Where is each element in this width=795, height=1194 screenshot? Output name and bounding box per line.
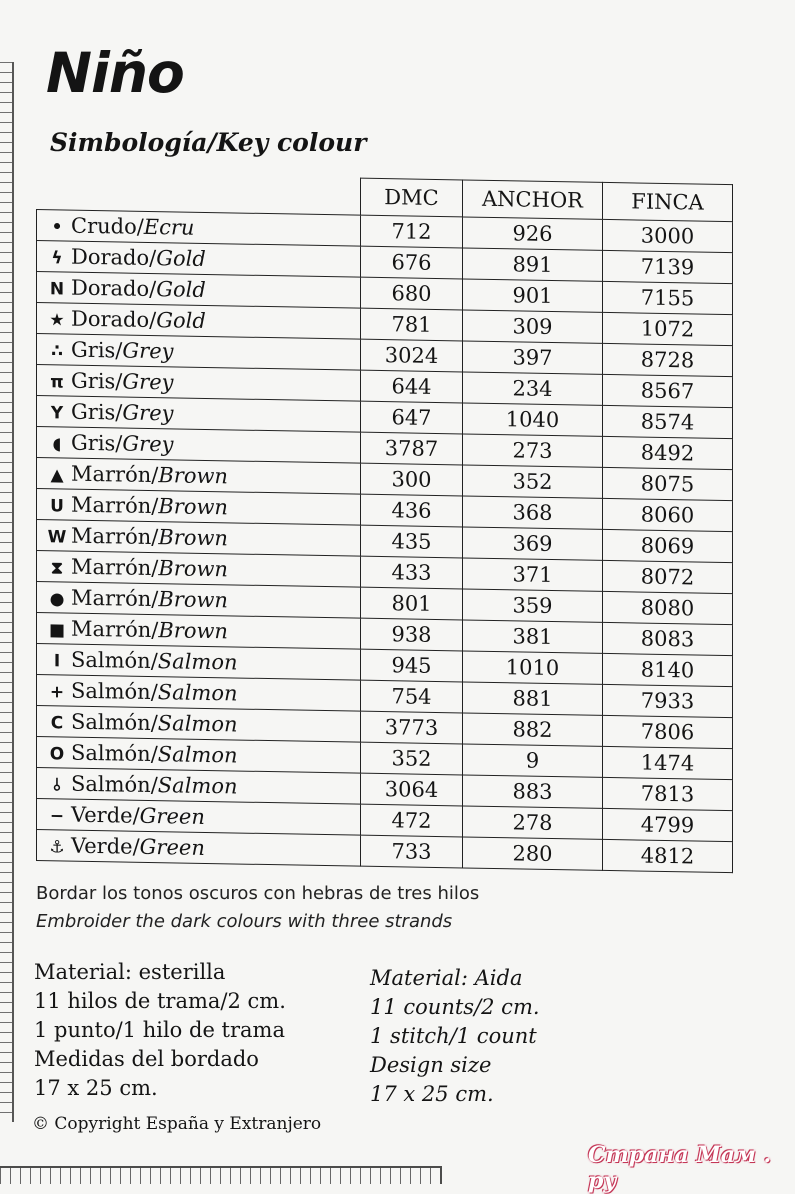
colour-name-en: Grey: [122, 338, 174, 364]
anchor-code: 309: [463, 310, 603, 343]
colour-name-en: Gold: [156, 277, 206, 302]
dmc-code: 644: [361, 370, 463, 403]
dmc-code: 3024: [361, 339, 463, 372]
colour-name-en: Green: [139, 803, 205, 829]
anchor-code: 883: [463, 775, 603, 808]
colour-name-en: Grey: [122, 431, 174, 457]
anchor-code: 882: [463, 713, 603, 746]
finca-code: 8567: [603, 374, 733, 407]
finca-code: 1474: [603, 746, 733, 779]
colour-name-en: Brown: [158, 463, 228, 489]
colour-name-cell: [37, 830, 361, 867]
anchor-code: 881: [463, 682, 603, 715]
anchor-code: 352: [463, 465, 603, 498]
colour-name-en: Brown: [158, 618, 228, 644]
finca-code: 8080: [603, 591, 733, 624]
dmc-code: 801: [361, 587, 463, 620]
colour-name-es: Salmón/: [71, 647, 158, 674]
column-header-dmc: DMC: [361, 178, 463, 217]
letter-n-icon: N: [49, 279, 65, 300]
y-shape-icon: Y: [50, 403, 64, 424]
anchor-code: 381: [463, 620, 603, 653]
anchor-code: 9: [463, 744, 603, 777]
colour-name-es: Salmón/: [71, 740, 158, 767]
anchor-code: 1040: [463, 403, 603, 436]
material-info-en: [370, 964, 670, 1109]
chart-grid-fragment-left: [0, 62, 14, 1122]
filled-square-icon: ■: [48, 620, 66, 641]
finca-code: 8069: [603, 529, 733, 562]
filled-circle-icon: ●: [49, 589, 65, 610]
colour-name-en: Salmon: [157, 680, 238, 706]
finca-code: 3000: [603, 219, 733, 252]
table-body: [37, 210, 733, 873]
letter-c-icon: C: [50, 713, 64, 734]
colour-name-en: Salmon: [157, 711, 238, 737]
anchor-code: 901: [463, 279, 603, 312]
half-moon-icon: ◖: [52, 434, 62, 455]
circle-icon: O: [49, 744, 65, 765]
colour-name-es: Dorado/: [71, 306, 157, 333]
minus-icon: −: [49, 806, 65, 827]
colour-name-es: Dorado/: [71, 244, 157, 271]
column-header-finca: FINCA: [603, 182, 733, 221]
finca-code: 4799: [603, 808, 733, 841]
material-line: 11 counts/2 cm.: [370, 995, 540, 1019]
finca-code: 7155: [603, 281, 733, 314]
dmc-code: 433: [361, 556, 463, 589]
dmc-code: 676: [361, 246, 463, 279]
colour-name-es: Marrón/: [71, 554, 159, 581]
material-line: Material: esterilla: [34, 960, 226, 984]
colour-name-es: Marrón/: [71, 523, 159, 550]
colour-name-es: Dorado/: [71, 275, 157, 302]
finca-code: 7813: [603, 777, 733, 810]
dot-icon: •: [51, 217, 63, 238]
finca-code: 8060: [603, 498, 733, 531]
colour-name-es: Marrón/: [71, 492, 159, 519]
colour-name-en: Ecru: [143, 214, 195, 240]
dmc-code: 647: [361, 401, 463, 434]
dmc-code: 938: [361, 618, 463, 651]
page-title: Niño: [46, 41, 184, 105]
colour-name-es: Verde/: [71, 802, 140, 828]
anchor-code: 359: [463, 589, 603, 622]
dmc-code: 712: [361, 215, 463, 248]
finca-code: 8072: [603, 560, 733, 593]
material-info-es: [34, 958, 354, 1103]
colour-name-en: Brown: [158, 587, 228, 613]
anchor-code: 234: [463, 372, 603, 405]
dmc-code: 3773: [361, 711, 463, 744]
strand-note-es: Bordar los tonos oscuros con hebras de tres hilos: [36, 883, 480, 904]
colour-name-es: Crudo/: [71, 213, 144, 239]
material-line: 1 punto/1 hilo de trama: [34, 1018, 285, 1042]
finca-code: 8140: [603, 653, 733, 686]
plus-icon: +: [49, 682, 65, 703]
colour-name-es: Salmón/: [71, 771, 158, 798]
site-watermark: Страна Мам . ру: [588, 1142, 772, 1194]
anchor-code: 278: [463, 806, 603, 839]
colour-name-es: Marrón/: [71, 461, 159, 488]
finca-code: 1072: [603, 312, 733, 345]
strand-note-en: Embroider the dark colours with three strands: [36, 911, 453, 932]
material-line: Material: Aida: [370, 966, 523, 990]
material-line: 1 stitch/1 count: [370, 1024, 537, 1048]
pi-icon: π: [50, 372, 64, 393]
colour-name-en: Green: [139, 834, 205, 860]
colour-name-en: Salmon: [157, 742, 238, 768]
material-line: Medidas del bordado: [34, 1047, 259, 1071]
dmc-code: 680: [361, 277, 463, 310]
key-colour-heading: Simbología/Key colour: [50, 128, 367, 157]
finca-code: 8083: [603, 622, 733, 655]
dmc-code: 436: [361, 494, 463, 527]
finca-code: 4812: [603, 839, 733, 872]
anchor-code: 371: [463, 558, 603, 591]
colour-name-en: Brown: [158, 556, 228, 582]
finca-code: 8492: [603, 436, 733, 469]
star-icon: ★: [49, 310, 65, 331]
anchor-icon: ⚓: [49, 837, 65, 858]
finca-code: 7933: [603, 684, 733, 717]
strand-note: [36, 880, 596, 936]
triangle-icon: ▲: [50, 465, 64, 486]
colour-name-es: Marrón/: [71, 616, 159, 643]
lightning-icon: ϟ: [51, 248, 63, 269]
column-header-anchor: ANCHOR: [463, 180, 603, 219]
colour-name-en: Grey: [122, 400, 174, 426]
material-line: 11 hilos de trama/2 cm.: [34, 989, 286, 1013]
header-blank-cell: [37, 173, 361, 216]
letter-u-icon: U: [50, 496, 64, 517]
colour-name-en: Brown: [158, 494, 228, 520]
colour-name-es: Salmón/: [71, 678, 158, 705]
anchor-code: 926: [463, 217, 603, 250]
anchor-code: 368: [463, 496, 603, 529]
dmc-code: 781: [361, 308, 463, 341]
colour-name-es: Gris/: [71, 368, 123, 394]
anchor-code: 1010: [463, 651, 603, 684]
dmc-code: 472: [361, 804, 463, 837]
dmc-code: 300: [361, 463, 463, 496]
colour-name-es: Gris/: [71, 337, 123, 363]
colour-name-en: Brown: [158, 525, 228, 551]
three-dots-icon: ∴: [51, 341, 63, 362]
dmc-code: 945: [361, 649, 463, 682]
anchor-code: 273: [463, 434, 603, 467]
colour-name-en: Grey: [122, 369, 174, 395]
finca-code: 8075: [603, 467, 733, 500]
anchor-code: 280: [463, 837, 603, 870]
dmc-code: 3787: [361, 432, 463, 465]
pin-icon: ⫰: [53, 775, 61, 796]
colour-name-en: Gold: [156, 308, 206, 333]
material-line: 17 x 25 cm.: [34, 1076, 158, 1100]
finca-code: 8574: [603, 405, 733, 438]
dmc-code: 733: [361, 835, 463, 868]
colour-name-es: Gris/: [71, 430, 123, 456]
dmc-code: 754: [361, 680, 463, 713]
dmc-code: 352: [361, 742, 463, 775]
material-line: 17 x 25 cm.: [370, 1082, 494, 1106]
colour-key-table: [36, 172, 733, 873]
vertical-bar-icon: I: [53, 651, 61, 672]
anchor-code: 891: [463, 248, 603, 281]
hourglass-icon: ⧗: [51, 558, 63, 579]
finca-code: 7139: [603, 250, 733, 283]
colour-name-es: Gris/: [71, 399, 123, 425]
chart-grid-fragment-bottom: [0, 1166, 442, 1184]
colour-name-en: Gold: [156, 246, 206, 271]
anchor-code: 397: [463, 341, 603, 374]
finca-code: 8728: [603, 343, 733, 376]
finca-code: 7806: [603, 715, 733, 748]
copyright-notice: © Copyright España y Extranjero: [32, 1114, 322, 1134]
colour-name-en: Salmon: [157, 773, 238, 799]
colour-name-es: Marrón/: [71, 585, 159, 612]
letter-w-icon: W: [47, 527, 67, 548]
dmc-code: 435: [361, 525, 463, 558]
anchor-code: 369: [463, 527, 603, 560]
dmc-code: 3064: [361, 773, 463, 806]
colour-name-es: Salmón/: [71, 709, 158, 736]
material-line: Design size: [370, 1053, 492, 1077]
colour-name-es: Verde/: [71, 833, 140, 859]
colour-name-en: Salmon: [157, 649, 238, 675]
